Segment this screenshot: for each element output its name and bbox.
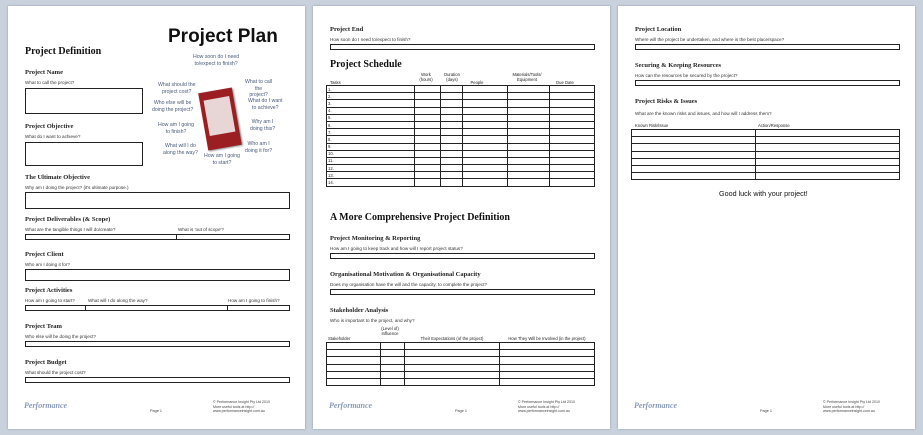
schedule-row <box>327 93 595 100</box>
col-known-risk: Known Risk/Issue <box>635 123 669 128</box>
performance-logo: Performance <box>329 401 373 410</box>
stakeholder-cell[interactable] <box>500 364 595 371</box>
stakeholder-question: Who is important to the project, and why? <box>330 318 415 323</box>
stakeholder-cell[interactable] <box>381 378 405 385</box>
ultimate-objective-question: Why am I doing the project? (it's ultimate purpose.) <box>25 185 129 190</box>
schedule-cell[interactable] <box>508 143 550 150</box>
col-materials: Materials/Tools/ Equipment <box>512 72 542 82</box>
task-cell[interactable]: 1. <box>327 86 415 93</box>
schedule-cell[interactable] <box>463 143 508 150</box>
risk-row <box>632 173 900 180</box>
team-field[interactable] <box>25 341 290 347</box>
schedule-cell[interactable] <box>550 129 595 136</box>
risk-cell[interactable] <box>756 165 900 172</box>
bubble-finish-time <box>193 54 239 67</box>
location-question: Where will the project be undertaken, and where is the best place/space? <box>635 37 785 42</box>
motivation-label: Organisational Motivation & Organisational Capacity <box>330 271 481 278</box>
schedule-cell[interactable] <box>508 150 550 157</box>
bubble-text: How am I going to start? <box>204 153 241 166</box>
risks-table <box>631 129 900 180</box>
risks-question: What are the known risks and issues, and how will I address them? <box>635 111 772 116</box>
schedule-cell[interactable] <box>441 129 463 136</box>
stakeholder-row <box>327 350 595 357</box>
stakeholder-cell[interactable] <box>327 371 381 378</box>
schedule-cell[interactable] <box>550 100 595 107</box>
activities-finish-question: How am I going to finish? <box>228 298 280 303</box>
activities-start-question: How am I going to start? <box>25 298 75 303</box>
scope-question: What is 'out of scope'? <box>178 227 224 232</box>
task-cell[interactable]: 5. <box>327 114 415 121</box>
deliverables-field[interactable] <box>25 234 177 240</box>
schedule-cell[interactable] <box>550 107 595 114</box>
page-number: Page 1 <box>150 409 163 413</box>
out-of-scope-field[interactable] <box>176 234 290 240</box>
schedule-cell[interactable] <box>415 143 441 150</box>
schedule-cell[interactable] <box>415 93 441 100</box>
project-objective-question: What do I want to achieve? <box>25 134 81 139</box>
monitoring-label: Project Monitoring & Reporting <box>330 235 421 242</box>
monitoring-question: How am I going to keep track and how will I report project status? <box>330 246 463 251</box>
risks-body <box>632 130 900 180</box>
task-cell[interactable]: 11. <box>327 157 415 164</box>
stakeholder-cell[interactable] <box>500 378 595 385</box>
risk-cell[interactable] <box>756 130 900 137</box>
risk-row <box>632 130 900 137</box>
risk-row <box>632 137 900 144</box>
schedule-cell[interactable] <box>508 86 550 93</box>
schedule-cell[interactable] <box>463 136 508 143</box>
risk-row <box>632 165 900 172</box>
schedule-cell[interactable] <box>463 86 508 93</box>
col-work: Work (hours) <box>419 72 433 82</box>
schedule-cell[interactable] <box>441 165 463 172</box>
activities-along-question: What will I do along the way? <box>88 298 148 303</box>
task-cell[interactable]: 14. <box>327 179 415 186</box>
schedule-cell[interactable] <box>441 114 463 121</box>
risks-label: Project Risks & Issues <box>635 98 698 105</box>
schedule-cell[interactable] <box>441 136 463 143</box>
bubble-text: Who am I doing it for? <box>245 141 273 154</box>
schedule-cell[interactable] <box>550 172 595 179</box>
schedule-row <box>327 100 595 107</box>
schedule-cell[interactable] <box>463 157 508 164</box>
schedule-cell[interactable] <box>441 107 463 114</box>
schedule-cell[interactable] <box>550 143 595 150</box>
schedule-cell[interactable] <box>415 136 441 143</box>
location-label: Project Location <box>635 26 682 33</box>
stakeholder-cell[interactable] <box>405 371 500 378</box>
schedule-cell[interactable] <box>415 172 441 179</box>
schedule-cell[interactable] <box>508 100 550 107</box>
task-cell[interactable]: 6. <box>327 121 415 128</box>
stakeholder-cell[interactable] <box>381 357 405 364</box>
risk-row <box>632 158 900 165</box>
schedule-cell[interactable] <box>550 165 595 172</box>
risk-row <box>632 144 900 151</box>
task-cell[interactable]: 4. <box>327 107 415 114</box>
col-people: People <box>470 80 484 85</box>
schedule-cell[interactable] <box>550 93 595 100</box>
risk-cell[interactable] <box>632 151 756 158</box>
schedule-cell[interactable] <box>463 93 508 100</box>
schedule-cell[interactable] <box>415 150 441 157</box>
schedule-cell[interactable] <box>463 100 508 107</box>
schedule-cell[interactable] <box>441 179 463 186</box>
deliverables-label: Project Deliverables (& Scope) <box>25 216 111 223</box>
schedule-cell[interactable] <box>441 157 463 164</box>
page-2 <box>313 6 610 429</box>
bubble-achieve <box>248 98 283 111</box>
team-label: Project Team <box>25 323 62 330</box>
schedule-cell[interactable] <box>463 179 508 186</box>
project-name-field[interactable] <box>25 88 143 114</box>
book-illustration <box>198 87 242 150</box>
stakeholder-cell[interactable] <box>500 350 595 357</box>
project-end-field[interactable] <box>330 44 595 50</box>
bubble-start <box>204 153 240 166</box>
stakeholder-cell[interactable] <box>405 357 500 364</box>
motivation-field[interactable] <box>330 289 595 295</box>
footer-line: © Performance Insight Pty Ltd 2010 <box>518 400 575 404</box>
schedule-cell[interactable] <box>441 86 463 93</box>
stakeholder-cell[interactable] <box>327 350 381 357</box>
footer-line: More useful tools at http:// <box>213 404 255 409</box>
task-cell[interactable]: 13. <box>327 172 415 179</box>
schedule-cell[interactable] <box>463 150 508 157</box>
good-luck-message: Good luck with your project! <box>719 189 808 198</box>
bubble-text: How am I going to finish? <box>158 122 195 135</box>
bubble-text: What do I want to achieve? <box>248 98 283 111</box>
col-expectations: Their Expectations (of the project) <box>420 336 484 341</box>
bubble-along-the-way <box>163 143 198 156</box>
bubble-client <box>245 141 272 154</box>
footer-line: © Performance Insight Pty Ltd 2010 <box>823 400 880 404</box>
risk-cell[interactable] <box>756 137 900 144</box>
schedule-cell[interactable] <box>508 165 550 172</box>
project-name-label: Project Name <box>25 69 63 76</box>
risk-cell[interactable] <box>632 144 756 151</box>
schedule-cell[interactable] <box>508 93 550 100</box>
footer-copyright <box>518 400 575 414</box>
project-name-question: What to call the project? <box>25 80 75 85</box>
schedule-cell[interactable] <box>463 129 508 136</box>
risk-cell[interactable] <box>632 165 756 172</box>
schedule-cell[interactable] <box>441 93 463 100</box>
ultimate-objective-field[interactable] <box>25 192 290 209</box>
col-action-response: Action/Response <box>758 123 790 128</box>
schedule-cell[interactable] <box>415 165 441 172</box>
task-cell[interactable]: 10. <box>327 150 415 157</box>
stakeholder-table <box>326 342 595 386</box>
document-title: Project Plan <box>168 26 278 47</box>
section-heading-project-definition: Project Definition <box>25 46 102 57</box>
project-objective-label: Project Objective <box>25 123 74 130</box>
monitoring-field[interactable] <box>330 253 595 259</box>
stakeholder-cell[interactable] <box>381 371 405 378</box>
schedule-cell[interactable] <box>415 179 441 186</box>
schedule-cell[interactable] <box>508 129 550 136</box>
risk-row <box>632 151 900 158</box>
footer-line: www.performanceinsight.com.au <box>823 409 875 414</box>
footer-line: © Performance Insight Pty Ltd 2010 <box>213 400 270 404</box>
client-question: Who am I doing it for? <box>25 262 70 267</box>
resources-field[interactable] <box>635 80 900 86</box>
stakeholder-cell[interactable] <box>500 371 595 378</box>
ultimate-objective-label: The Ultimate Objective <box>25 174 90 181</box>
footer-line: www.performanceinsight.com.au <box>518 409 570 414</box>
bubble-text: Why am I doing this? <box>250 119 276 132</box>
budget-label: Project Budget <box>25 359 67 366</box>
stakeholder-body <box>327 343 595 386</box>
task-cell[interactable]: 8. <box>327 136 415 143</box>
project-end-question: How soon do I need to/expect to finish? <box>330 37 411 42</box>
bubble-text: Who else will be doing the project? <box>152 100 194 113</box>
schedule-cell[interactable] <box>550 121 595 128</box>
task-cell[interactable]: 3. <box>327 100 415 107</box>
budget-question: What should the project cost? <box>25 370 86 375</box>
stakeholder-row <box>327 371 595 378</box>
stakeholder-cell[interactable] <box>500 357 595 364</box>
bubble-text: How soon do I need to/expect to finish? <box>193 54 240 67</box>
risk-cell[interactable] <box>632 130 756 137</box>
stakeholder-cell[interactable] <box>381 350 405 357</box>
footer-copyright <box>823 400 880 414</box>
footer-line: www.performanceinsight.com.au <box>213 409 265 414</box>
col-involvement: How They Will be Involved (in the project) <box>508 336 586 341</box>
col-influence: (Level of) Influence <box>381 326 399 336</box>
schedule-cell[interactable] <box>508 107 550 114</box>
page-1 <box>8 6 305 429</box>
schedule-row <box>327 150 595 157</box>
stakeholder-cell[interactable] <box>405 350 500 357</box>
schedule-cell[interactable] <box>508 136 550 143</box>
stakeholder-cell[interactable] <box>327 343 381 350</box>
schedule-cell[interactable] <box>463 165 508 172</box>
location-field[interactable] <box>635 44 900 50</box>
page-number: Page 1 <box>455 409 468 413</box>
activities-label: Project Activities <box>25 287 73 294</box>
schedule-table <box>326 85 595 187</box>
stakeholder-cell[interactable] <box>500 343 595 350</box>
col-due-date: Due Date <box>556 80 574 85</box>
bubble-text: What will I do along the way? <box>163 143 198 156</box>
schedule-cell[interactable] <box>550 114 595 121</box>
bubble-finish <box>158 122 194 135</box>
project-end-label: Project End <box>330 26 364 33</box>
task-cell[interactable]: 12. <box>327 165 415 172</box>
col-tasks: Tasks <box>330 80 341 85</box>
project-schedule-heading: Project Schedule <box>330 59 402 70</box>
stakeholder-cell[interactable] <box>405 364 500 371</box>
risk-cell[interactable] <box>632 158 756 165</box>
footer-line: More useful tools at http:// <box>518 404 560 409</box>
budget-field[interactable] <box>25 377 290 383</box>
resources-label: Securing & Keeping Resources <box>635 62 721 69</box>
schedule-cell[interactable] <box>441 100 463 107</box>
deliverables-question: What are the tangible things I will do/create? <box>25 227 116 232</box>
schedule-cell[interactable] <box>463 121 508 128</box>
stakeholder-cell[interactable] <box>381 343 405 350</box>
stakeholder-row <box>327 357 595 364</box>
schedule-cell[interactable] <box>508 114 550 121</box>
activity-finish-field[interactable] <box>227 305 290 311</box>
schedule-cell[interactable] <box>550 157 595 164</box>
client-field[interactable] <box>25 269 290 281</box>
bubble-project-team <box>152 100 193 113</box>
stakeholder-row <box>327 378 595 385</box>
stakeholder-cell[interactable] <box>327 378 381 385</box>
risk-cell[interactable] <box>632 137 756 144</box>
schedule-body <box>327 86 595 187</box>
schedule-row <box>327 157 595 164</box>
schedule-row <box>327 143 595 150</box>
stakeholder-label: Stakeholder Analysis <box>330 307 389 314</box>
schedule-cell[interactable] <box>415 157 441 164</box>
schedule-cell[interactable] <box>415 86 441 93</box>
page-number: Page 1 <box>760 409 773 413</box>
project-objective-field[interactable] <box>25 142 143 166</box>
schedule-row <box>327 121 595 128</box>
schedule-cell[interactable] <box>463 107 508 114</box>
schedule-row <box>327 114 595 121</box>
activity-along-field[interactable] <box>85 305 228 311</box>
comprehensive-heading: A More Comprehensive Project Definition <box>330 212 510 223</box>
stakeholder-row <box>327 343 595 350</box>
risk-cell[interactable] <box>632 173 756 180</box>
risk-cell[interactable] <box>756 151 900 158</box>
schedule-cell[interactable] <box>441 150 463 157</box>
stakeholder-cell[interactable] <box>405 343 500 350</box>
bubble-text: What to call the project? <box>245 79 273 98</box>
bubble-why <box>250 119 275 132</box>
schedule-cell[interactable] <box>415 121 441 128</box>
performance-logo: Performance <box>24 401 68 410</box>
activity-start-field[interactable] <box>25 305 86 311</box>
schedule-cell[interactable] <box>550 136 595 143</box>
col-duration: Duration (days) <box>444 72 460 82</box>
footer-line: More useful tools at http:// <box>823 404 865 409</box>
bubble-text: What should the project cost? <box>158 82 196 95</box>
schedule-cell[interactable] <box>550 86 595 93</box>
schedule-row <box>327 179 595 186</box>
schedule-cell[interactable] <box>441 172 463 179</box>
schedule-cell[interactable] <box>550 150 595 157</box>
schedule-cell[interactable] <box>508 157 550 164</box>
client-label: Project Client <box>25 251 64 258</box>
motivation-question: Does my organisation have the will and the capacity, to complete the project? <box>330 282 487 287</box>
task-cell[interactable]: 2. <box>327 93 415 100</box>
schedule-cell[interactable] <box>441 143 463 150</box>
task-cell[interactable]: 9. <box>327 143 415 150</box>
schedule-cell[interactable] <box>415 107 441 114</box>
schedule-cell[interactable] <box>441 121 463 128</box>
stakeholder-cell[interactable] <box>327 364 381 371</box>
page-3 <box>618 6 915 429</box>
bubble-project-name <box>245 79 272 99</box>
task-cell[interactable]: 7. <box>327 129 415 136</box>
stakeholder-row <box>327 364 595 371</box>
risk-cell[interactable] <box>756 144 900 151</box>
schedule-cell[interactable] <box>415 129 441 136</box>
schedule-cell[interactable] <box>508 179 550 186</box>
stakeholder-cell[interactable] <box>381 364 405 371</box>
schedule-row <box>327 107 595 114</box>
schedule-cell[interactable] <box>463 114 508 121</box>
schedule-cell[interactable] <box>415 114 441 121</box>
schedule-cell[interactable] <box>415 100 441 107</box>
stakeholder-cell[interactable] <box>405 378 500 385</box>
schedule-row <box>327 165 595 172</box>
bubble-project-cost <box>158 82 196 95</box>
schedule-row <box>327 86 595 93</box>
footer-copyright <box>213 400 270 414</box>
team-question: Who else will be doing the project? <box>25 334 96 339</box>
schedule-row <box>327 172 595 179</box>
risk-cell[interactable] <box>756 173 900 180</box>
resources-question: How can the resources be secured by the project? <box>635 73 738 78</box>
risk-cell[interactable] <box>756 158 900 165</box>
schedule-cell[interactable] <box>508 172 550 179</box>
schedule-row <box>327 136 595 143</box>
schedule-row <box>327 129 595 136</box>
schedule-cell[interactable] <box>550 179 595 186</box>
schedule-cell[interactable] <box>508 121 550 128</box>
stakeholder-cell[interactable] <box>327 357 381 364</box>
col-stakeholder: Stakeholder <box>328 336 351 341</box>
schedule-cell[interactable] <box>463 172 508 179</box>
performance-logo: Performance <box>634 401 678 410</box>
